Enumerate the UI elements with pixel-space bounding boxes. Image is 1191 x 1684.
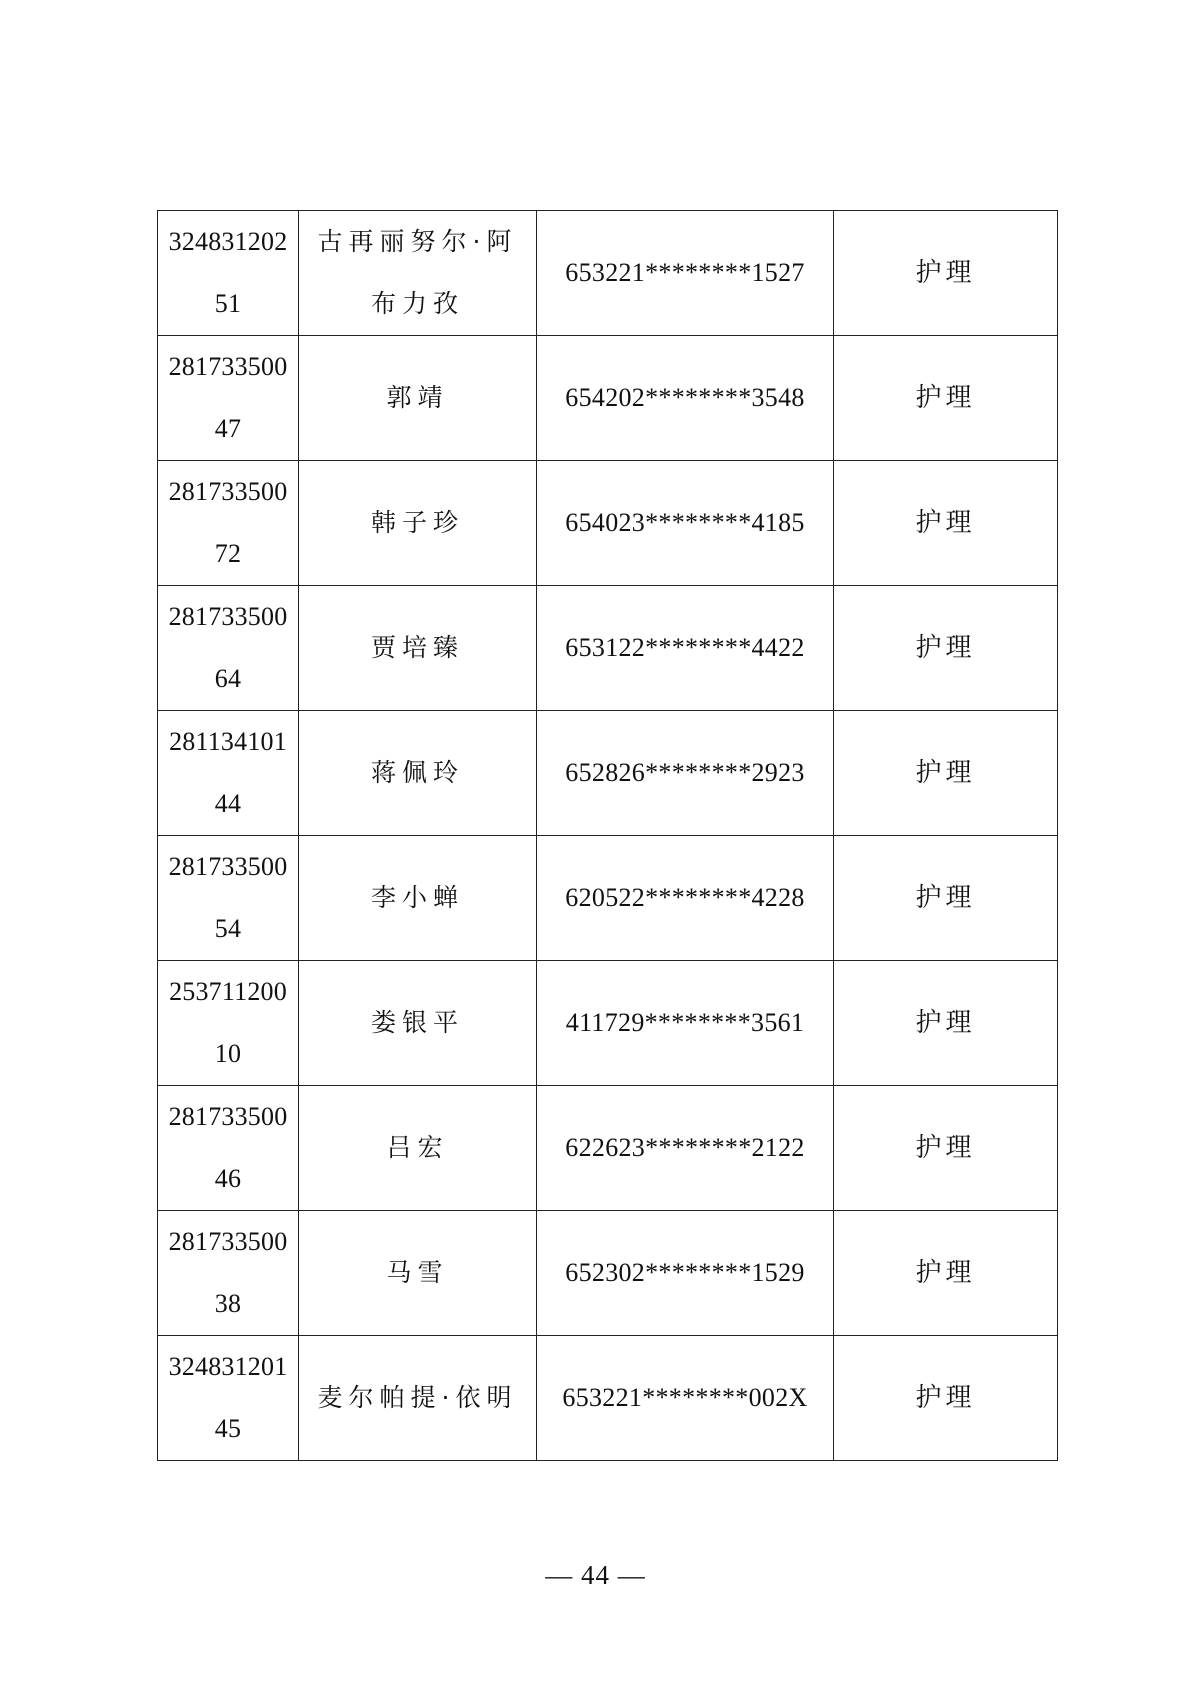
roster-table [157, 210, 1058, 1461]
table-row [158, 1211, 1058, 1336]
table-row [158, 211, 1058, 336]
name-cell: 古再丽努尔·阿布力孜 [299, 211, 537, 336]
name-cell: 麦尔帕提·依明 [299, 1336, 537, 1461]
exam-id-cell: 32483120145 [158, 1336, 299, 1461]
exam-id-cell: 25371120010 [158, 961, 299, 1086]
major-cell: 护理 [834, 961, 1058, 1086]
id-card-cell: 653122********4422 [537, 586, 834, 711]
table-row [158, 961, 1058, 1086]
exam-id-cell: 28173350046 [158, 1086, 299, 1211]
table-row [158, 336, 1058, 461]
table-row [158, 836, 1058, 961]
major-cell: 护理 [834, 1336, 1058, 1461]
id-card-cell: 620522********4228 [537, 836, 834, 961]
id-card-cell: 653221********002X [537, 1336, 834, 1461]
major-cell: 护理 [834, 836, 1058, 961]
id-card-cell: 652302********1529 [537, 1211, 834, 1336]
major-cell: 护理 [834, 461, 1058, 586]
table-row [158, 1336, 1058, 1461]
major-cell: 护理 [834, 211, 1058, 336]
id-card-cell: 653221********1527 [537, 211, 834, 336]
exam-id-cell: 28173350072 [158, 461, 299, 586]
name-cell: 韩子珍 [299, 461, 537, 586]
table-row [158, 1086, 1058, 1211]
table-row [158, 461, 1058, 586]
name-cell: 李小蝉 [299, 836, 537, 961]
exam-id-cell: 28173350054 [158, 836, 299, 961]
exam-id-cell: 28113410144 [158, 711, 299, 836]
exam-id-cell: 28173350038 [158, 1211, 299, 1336]
major-cell: 护理 [834, 1211, 1058, 1336]
exam-id-cell: 28173350047 [158, 336, 299, 461]
major-cell: 护理 [834, 1086, 1058, 1211]
page-number: — 44 — [545, 1560, 646, 1590]
name-cell: 娄银平 [299, 961, 537, 1086]
id-card-cell: 622623********2122 [537, 1086, 834, 1211]
name-cell: 蒋佩玲 [299, 711, 537, 836]
major-cell: 护理 [834, 586, 1058, 711]
name-cell: 贾培臻 [299, 586, 537, 711]
exam-id-cell: 32483120251 [158, 211, 299, 336]
name-cell: 马雪 [299, 1211, 537, 1336]
id-card-cell: 654023********4185 [537, 461, 834, 586]
id-card-cell: 411729********3561 [537, 961, 834, 1086]
id-card-cell: 652826********2923 [537, 711, 834, 836]
major-cell: 护理 [834, 711, 1058, 836]
name-cell: 吕宏 [299, 1086, 537, 1211]
name-cell: 郭靖 [299, 336, 537, 461]
major-cell: 护理 [834, 336, 1058, 461]
table-row [158, 711, 1058, 836]
roster-table-body [158, 211, 1058, 1461]
id-card-cell: 654202********3548 [537, 336, 834, 461]
exam-id-cell: 28173350064 [158, 586, 299, 711]
table-row [158, 586, 1058, 711]
